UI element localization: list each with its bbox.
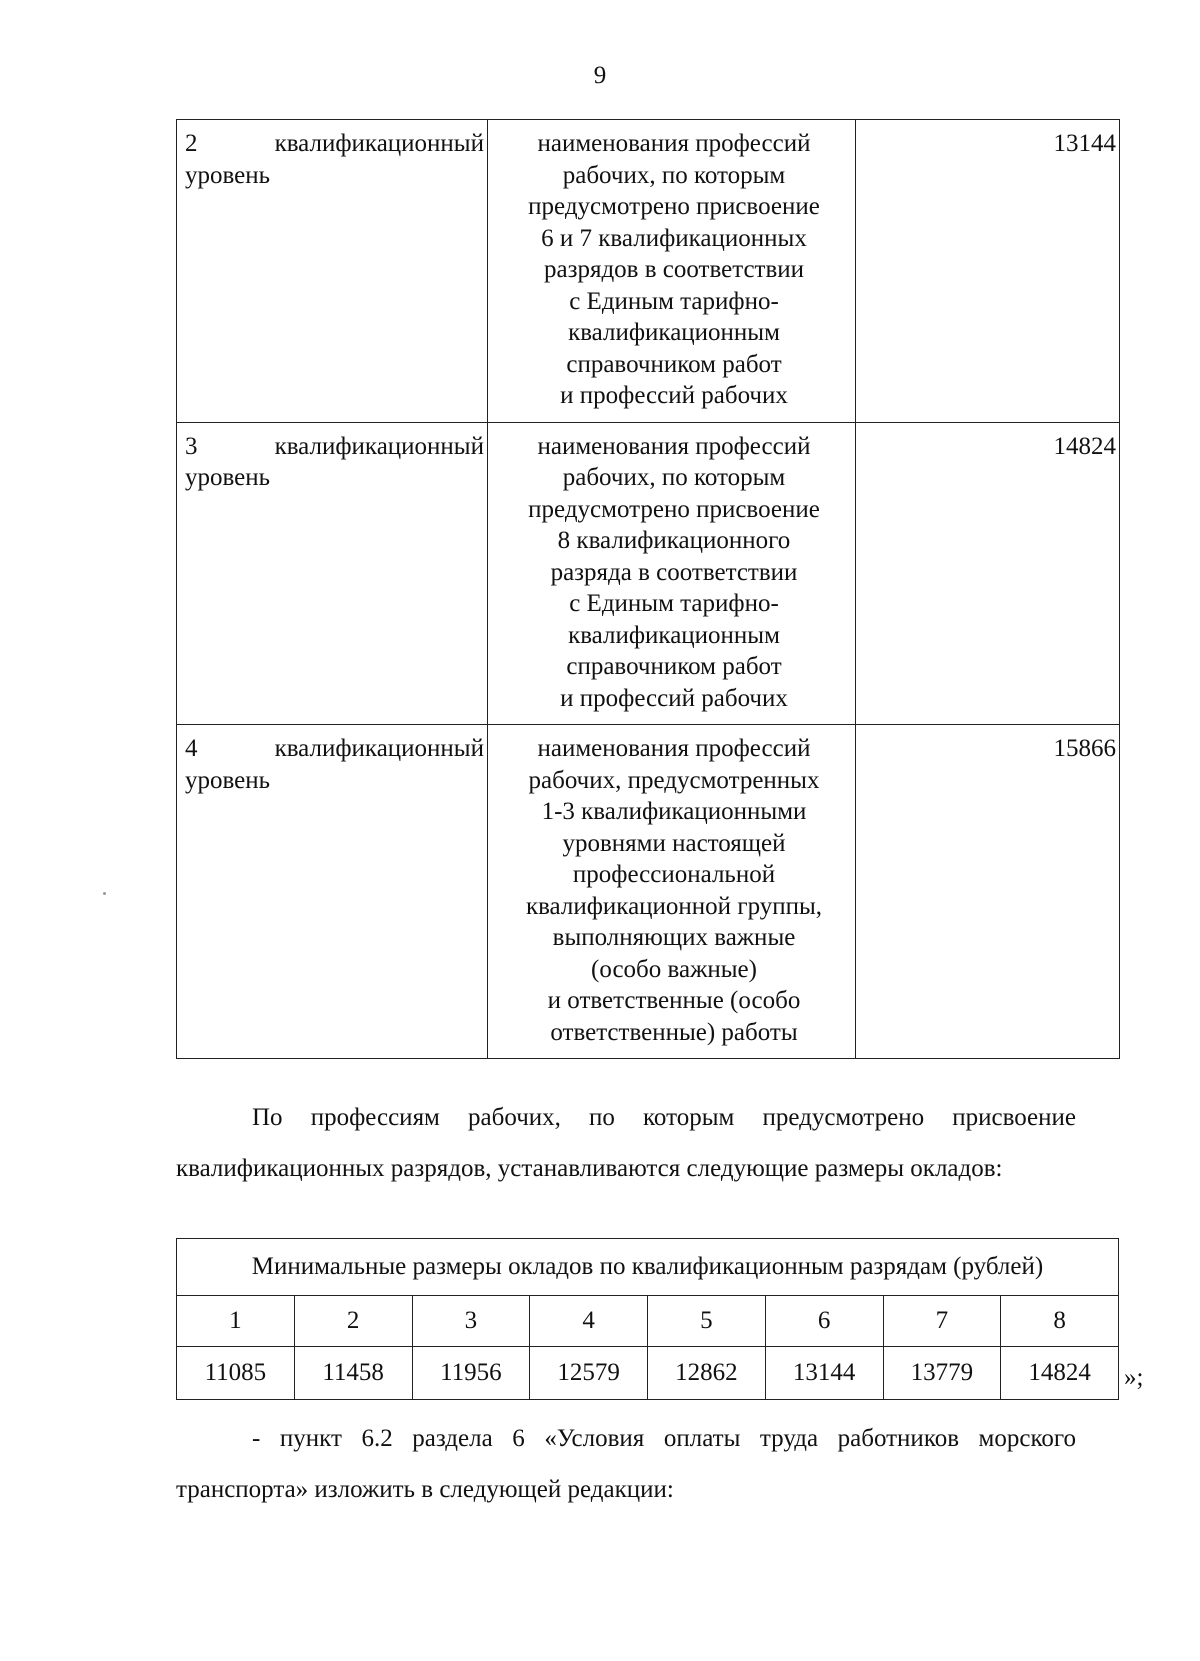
qualification-levels-table [176, 119, 1120, 1059]
description-line: 1-3 квалификационными [541, 798, 807, 825]
grade-value-cell: 11085 [177, 1347, 295, 1400]
description-line: выполняющих важные [552, 924, 796, 951]
profession-description-cell [488, 422, 856, 725]
description-line: и ответственные (особо [547, 987, 801, 1014]
grade-number-cell: 6 [765, 1296, 883, 1347]
grades-table-header: Минимальные размеры окладов по квалификационным разрядам (рублей) [177, 1239, 1119, 1296]
grade-values-row [177, 1347, 1119, 1400]
grade-value-cell: 14824 [1001, 1347, 1119, 1400]
description-line: рабочих, по которым [562, 161, 786, 189]
table-row [177, 422, 1120, 725]
description-line: профессиональной [572, 861, 776, 888]
description-line: и профессий рабочих [560, 684, 788, 712]
level-word: квалификационный [274, 432, 484, 460]
closing-quote: »; [1124, 1364, 1144, 1391]
level-number: 2 [185, 130, 198, 157]
grade-value-cell: 12579 [530, 1347, 648, 1400]
description-line: с Единым тарифно- [569, 590, 779, 617]
qualification-level-cell [177, 725, 488, 1059]
level-word: квалификационный [274, 130, 484, 157]
description-line: ответственные) работы [550, 1018, 798, 1046]
description-line: разрядов в соответствии [543, 256, 805, 283]
grade-value-cell: 11458 [294, 1347, 412, 1400]
grade-number-cell: 2 [294, 1296, 412, 1347]
profession-description-cell [488, 120, 856, 423]
description-line: и профессий рабочих [560, 382, 788, 409]
description-line: разряда в соответствии [550, 558, 798, 586]
table-row [177, 120, 1120, 423]
level-tail: уровень [185, 766, 271, 794]
grade-number-cell: 3 [412, 1296, 530, 1347]
description-line: наименования профессий [537, 735, 811, 762]
description-line: предусмотрено присвоение [528, 193, 820, 220]
body-paragraph: По профессиям рабочих, по которым предусмотрено присвоение квалификационных разрядов, устанавливаются следующие размеры окладов: [176, 1104, 1076, 1182]
profession-description-cell [488, 725, 856, 1059]
description-line: наименования профессий [537, 432, 811, 460]
table-header-row [177, 1239, 1119, 1296]
description-line: рабочих, предусмотренных [528, 766, 820, 794]
description-line: рабочих, по которым [562, 464, 786, 491]
qualification-level-cell [177, 120, 488, 423]
description-line: справочником работ [566, 653, 782, 680]
description-line: (особо важные) [591, 955, 757, 983]
grade-value-cell: 13779 [883, 1347, 1001, 1400]
grade-numbers-row [177, 1296, 1119, 1347]
description-line: предусмотрено присвоение [528, 495, 820, 523]
level-word: квалификационный [274, 735, 484, 762]
description-line: с Единым тарифно- [569, 287, 779, 315]
qualification-level-cell [177, 422, 488, 725]
level-tail: уровень [185, 464, 271, 491]
salary-cell: 14824 [856, 422, 1120, 725]
grade-value-cell: 13144 [765, 1347, 883, 1400]
grade-number-cell: 7 [883, 1296, 1001, 1347]
body-paragraph: - пункт 6.2 раздела 6 «Условия оплаты труда работников морского транспорта» изложить в следующей редакции: [176, 1425, 1076, 1503]
description-line: 8 квалификационного [557, 527, 791, 554]
grade-value-cell: 12862 [648, 1347, 766, 1400]
description-line: квалификационным [568, 621, 780, 649]
grade-number-cell: 5 [648, 1296, 766, 1347]
level-number: 3 [185, 432, 198, 460]
page-number: 9 [593, 62, 607, 89]
description-line: квалификационным [568, 319, 780, 346]
description-line: справочником работ [566, 350, 782, 378]
table-row [177, 725, 1120, 1059]
grade-number-cell: 4 [530, 1296, 648, 1347]
grade-value-cell: 11956 [412, 1347, 530, 1400]
description-line: квалификационной группы, [525, 892, 823, 920]
grade-number-cell: 8 [1001, 1296, 1119, 1347]
level-tail: уровень [185, 161, 271, 189]
level-number: 4 [185, 735, 198, 762]
salary-cell: 15866 [856, 725, 1120, 1059]
grade-number-cell: 1 [177, 1296, 295, 1347]
description-line: уровнями настоящей [562, 829, 786, 857]
salary-grades-table [176, 1238, 1119, 1400]
description-line: 6 и 7 квалификационных [541, 224, 807, 252]
salary-cell: 13144 [856, 120, 1120, 423]
description-line: наименования профессий [537, 130, 811, 157]
scan-artifact-dot [103, 892, 106, 895]
